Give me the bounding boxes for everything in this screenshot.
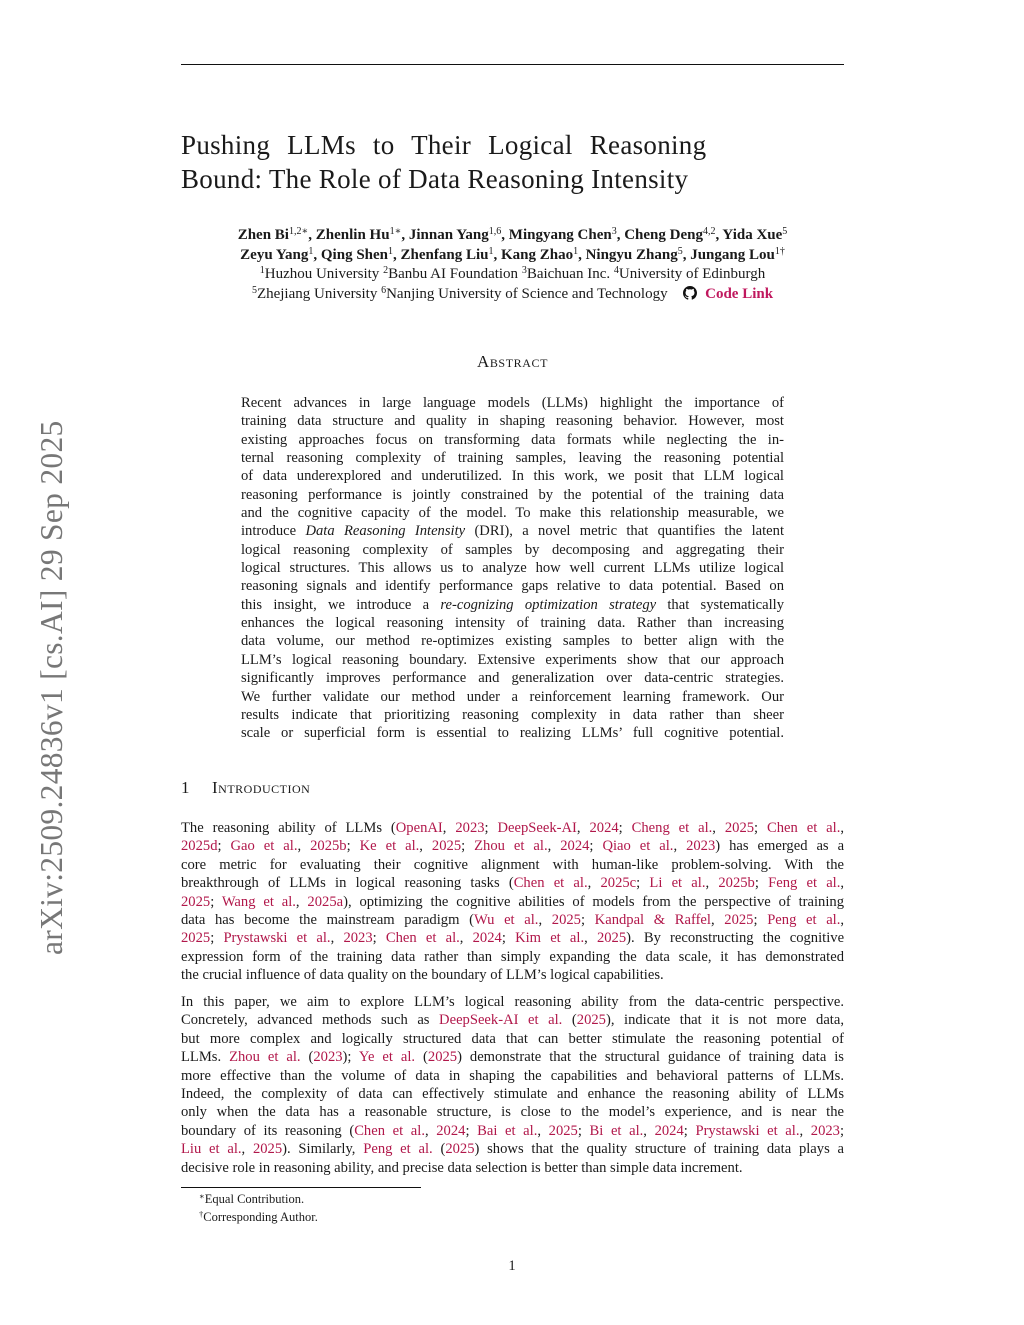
arxiv-identifier: arXiv:2509.24836v1 [cs.AI] 29 Sep 2025 [34,420,69,955]
paragraph-line: more effective than the volume of data in shaping the capabilities and behavioral patterns of LLMs. [181,1067,844,1084]
paragraph-line: LLMs. Zhou et al. (2023); Ye et al. (2025) demonstrate that the structural guidance of training data is [181,1049,844,1066]
paragraph-line: 2025; Prystawski et al., 2023; Chen et al., 2024; Kim et al., 2025). By reconstructing the cognitive [181,930,845,947]
abstract-line: reasoning performance is jointly constrained by the potential of the training data [241,486,784,503]
abstract-line: existing approaches focus on transforming data formats while neglecting the in- [241,431,784,448]
paragraph-line: The reasoning ability of LLMs (OpenAI, 2023; DeepSeek-AI, 2024; Cheng et al., 2025; Chen et al., [181,820,844,836]
abstract-line: and the cognitive capacity of the model. To make this relationship measurable, we [241,505,784,522]
abstract-line: data volume, our method re-optimizes existing samples to better align with the [241,633,784,650]
title-line-1: Pushing LLMs to Their Logical Reasoning [181,130,707,160]
section-heading-introduction [181,778,310,798]
section-number: 1 [181,778,190,797]
code-link[interactable]: Code Link [705,285,774,302]
paragraph-line: Indeed, the complexity of data can effectively stimulate and enhance the reasoning ability of LLMs [181,1086,844,1103]
title-line-2: Bound: The Role of Data Reasoning Intensity [181,164,689,194]
abstract-line: of data underexplored and underutilized. In this work, we posit that LLM logical [241,468,784,485]
paragraph-line: core metric for evaluating their cognitive alignment with human-like problem-solving. With the [181,856,844,873]
paragraph-line: but more complex and logically structured data that can better stimulate the reasoning potential of [181,1030,844,1047]
paragraph-line: only when the data has a reasonable structure, is close to the model’s experience, and is near the [181,1104,844,1121]
paragraph-line: data has become the mainstream paradigm (Wu et al., 2025; Kandpal & Raffel, 2025; Peng et al., [181,912,845,929]
abstract-line: reasoning signals and identify performance gaps relative to data potential. Based on [241,578,784,595]
paragraph-line: Concretely, advanced methods such as DeepSeek-AI et al. (2025), indicate that it is not more data, [181,1012,844,1029]
abstract-line: significantly improves performance and generalization over data-centric strategies. [241,670,784,687]
abstract-line: training data structure and quality in shaping reasoning behavior. However, most [241,413,784,430]
affiliations-line-1: $^1$Huzhou University $^2$Banbu AI Foundation $^3$Baichuan Inc. $^4$University of Edinburgh [259,265,766,282]
paragraph-line: the crucial influence of data quality on the boundary of LLM’s logical capabilities. [181,967,664,984]
paper-title [181,128,844,196]
paragraph-line: expression form of the training data rather than simply expanding the data scale, it has demonstrated [181,948,844,965]
top-rule [181,64,844,65]
paragraph-line: boundary of its reasoning (Chen et al., 2024; Bai et al., 2025; Bi et al., 2024; Prystawski et al., 2023; [181,1122,845,1139]
abstract-line: results indicate that prioritizing reasoning complexity in data rather than sheer [241,706,784,723]
abstract-line: enhances the logical reasoning intensity of training data. Rather than increasing [241,615,784,632]
github-icon [683,286,697,300]
abstract-line: logical structures. This allows us to analyze how well current LLMs utilize logical [241,560,784,577]
abstract-line: logical reasoning complexity of samples by decomposing and aggregating their [241,541,784,558]
author-line-2: Zeyu Yang$^1$, Qing Shen$^1$, Zhenfang Liu$^1$, Kang Zhao$^1$, Ningyu Zhang$^5$, Jungang Lou$^{1\dagger}$ [240,245,785,263]
abstract-line: scale or superficial form is essential to realizing LLMs’ full cognitive potential. [241,725,784,742]
paragraph-line: In this paper, we aim to explore LLM’s logical reasoning ability from the data-centric perspective. [181,994,844,1010]
abstract-line: ternal reasoning complexity of training samples, leaving the reasoning potential [241,450,784,467]
abstract-heading: Abstract [476,352,549,371]
paragraph-line: decisive role in reasoning ability, and precise data selection is better than simple data increment. [181,1159,743,1176]
abstract-line: introduce Data Reasoning Intensity (DRI), a novel metric that quantifies the latent [241,523,784,540]
footnote-equal-contribution: ∗Equal Contribution. [199,1191,305,1206]
author-line-1: Zhen $Bi^{1,2∗}$, Zhenlin $Hu^{1∗}$, Jinnan Yang$^{1,6}$, Mingyang Chen$^3$, Cheng Deng$^{4,2}$, Yida Xue$^5$ [237,226,788,243]
intro-paragraph-2 [181,993,844,1177]
page-number: 1 [508,1258,516,1274]
paragraph-line: breakthrough of LLMs in logical reasoning tasks (Chen et al., 2025c; Li et al., 2025b; Feng et al., [181,875,845,892]
affiliations-line-2: $^5$Zhejiang University $^6$Nanjing University of Science and Technology Code Link [251,284,774,302]
paragraph-line: Liu et al., 2025). Similarly, Peng et al. (2025) shows that the quality structure of training data plays a [181,1141,845,1158]
abstract-line: this insight, we introduce a re-cognizing optimization strategy that systematically [241,596,784,613]
footnote-corresponding-author: †Corresponding Author. [199,1209,318,1224]
footnote-rule [181,1187,421,1188]
abstract-line: LLM’s logical reasoning boundary. Extensive experiments show that our approach [241,651,784,668]
abstract-body [241,394,784,743]
paragraph-line: 2025; Wang et al., 2025a), optimizing the cognitive abilities of models from the perspective of training [181,893,844,910]
intro-paragraph-1 [181,819,844,985]
author-block [181,226,844,304]
section-title: Introduction [212,778,311,797]
abstract-line: Recent advances in large language models (LLMs) highlight the importance of [241,395,784,411]
abstract-line: We further validate our method under a reinforcement learning framework. Our [241,688,784,705]
paragraph-line: 2025d; Gao et al., 2025b; Ke et al., 2025; Zhou et al., 2024; Qiao et al., 2023) has emerged as a [181,838,845,855]
footnotes [199,1190,318,1226]
